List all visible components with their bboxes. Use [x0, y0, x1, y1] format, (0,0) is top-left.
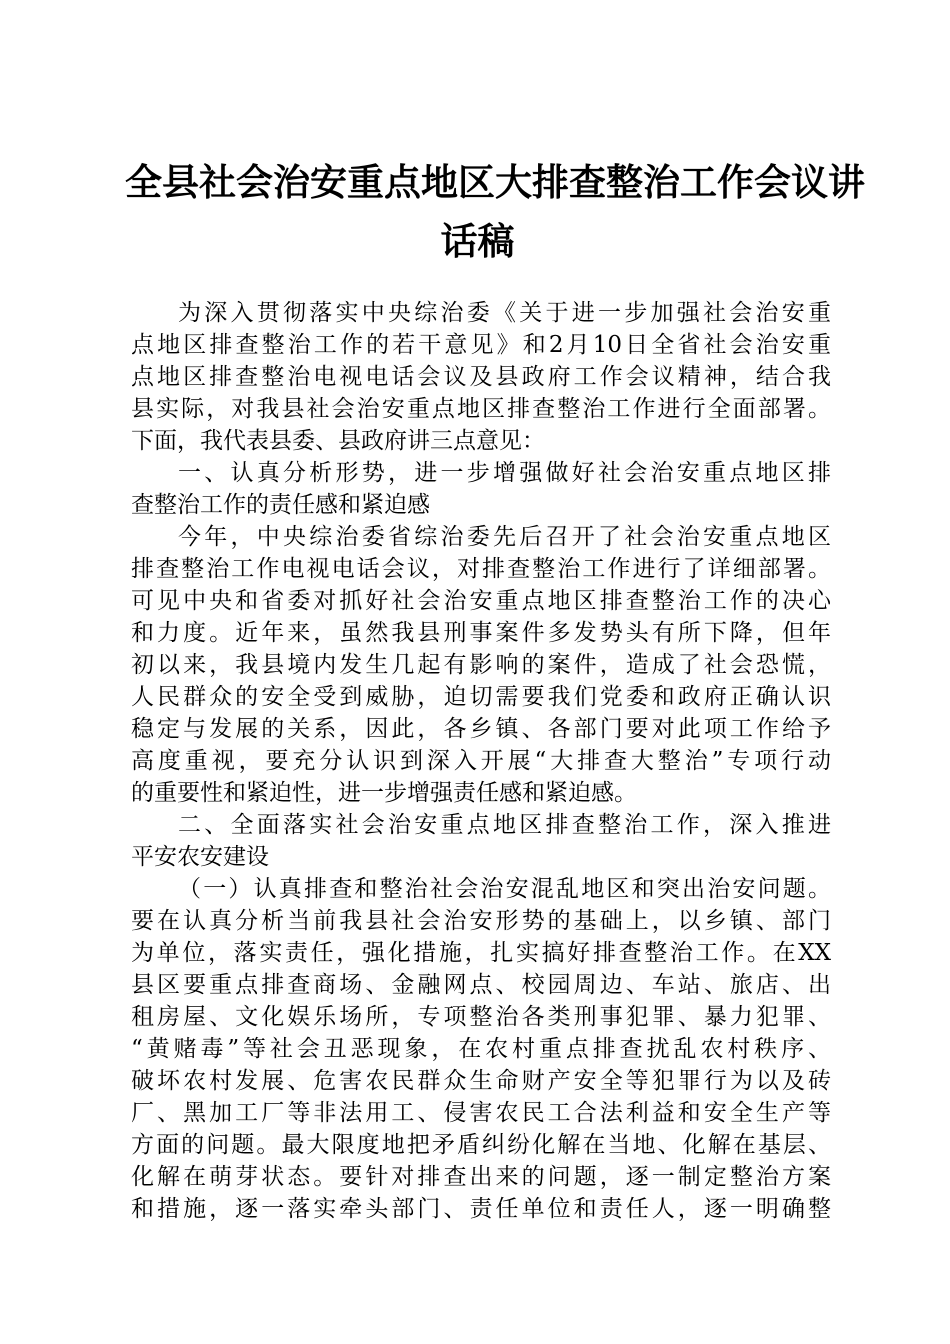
document-title-line-2: 话稿	[440, 219, 515, 263]
body-line: 初以来，我县境内发生几起有影响的案件，造成了社会恐慌，	[131, 652, 831, 678]
body-line: 点地区排查整治电视电话会议及县政府工作会议精神，结合我	[131, 364, 831, 390]
section-heading-line: 二、全面落实社会治安重点地区排查整治工作，深入推进	[178, 812, 831, 838]
body-line: 租房屋、文化娱乐场所，专项整治各类刑事犯罪、暴力犯罪、	[131, 1004, 831, 1030]
body-line: “黄赌毒”等社会丑恶现象，在农村重点排查扰乱农村秩序、	[131, 1036, 831, 1062]
section-heading-line: 查整治工作的责任感和紧迫感	[131, 492, 430, 518]
section-heading-line: 平安农安建设	[131, 844, 269, 870]
body-line: 高度重视，要充分认识到深入开展“大排查大整治”专项行动	[131, 748, 831, 774]
document-title-line-1: 全县社会治安重点地区大排查整治工作会议讲	[125, 160, 865, 204]
body-line: 和力度。近年来，虽然我县刑事案件多发势头有所下降，但年	[131, 620, 831, 646]
body-line: 排查整治工作电视电话会议，对排查整治工作进行了详细部署。	[131, 556, 831, 582]
body-line: 和措施，逐一落实牵头部门、责任单位和责任人，逐一明确整	[131, 1196, 831, 1222]
body-line: 今年，中央综治委省综治委先后召开了社会治安重点地区	[178, 524, 831, 550]
body-line: 要在认真分析当前我县社会治安形势的基础上，以乡镇、部门	[131, 908, 831, 934]
body-line: 厂、黑加工厂等非法用工、侵害农民工合法利益和安全生产等	[131, 1100, 831, 1126]
body-line: 县实际，对我县社会治安重点地区排查整治工作进行全面部署。	[131, 396, 831, 422]
body-line: 县区要重点排查商场、金融网点、校园周边、车站、旅店、出	[131, 972, 831, 998]
body-line: 方面的问题。最大限度地把矛盾纠纷化解在当地、化解在基层、	[131, 1132, 831, 1158]
body-line: 为深入贯彻落实中央综治委《关于进一步加强社会治安重	[178, 300, 831, 326]
body-line: 为单位，落实责任，强化措施，扎实搞好排查整治工作。在XX	[131, 940, 831, 966]
section-heading-line: 一、认真分析形势，进一步增强做好社会治安重点地区排	[178, 460, 831, 486]
body-line: 化解在萌芽状态。要针对排查出来的问题，逐一制定整治方案	[131, 1164, 831, 1190]
body-line: 人民群众的安全受到威胁，迫切需要我们党委和政府正确认识	[131, 684, 831, 710]
body-line: 下面，我代表县委、县政府讲三点意见：	[131, 428, 545, 454]
body-line: 稳定与发展的关系，因此，各乡镇、各部门要对此项工作给予	[131, 716, 831, 742]
body-line: 破坏农村发展、危害农民群众生命财产安全等犯罪行为以及砖	[131, 1068, 831, 1094]
body-line: 点地区排查整治工作的若干意见》和2月10日全省社会治安重	[131, 332, 831, 358]
body-line: 的重要性和紧迫性，进一步增强责任感和紧迫感。	[131, 780, 637, 806]
body-line: （一）认真排查和整治社会治安混乱地区和突出治安问题。	[178, 876, 831, 902]
body-line: 可见中央和省委对抓好社会治安重点地区排查整治工作的决心	[131, 588, 831, 614]
